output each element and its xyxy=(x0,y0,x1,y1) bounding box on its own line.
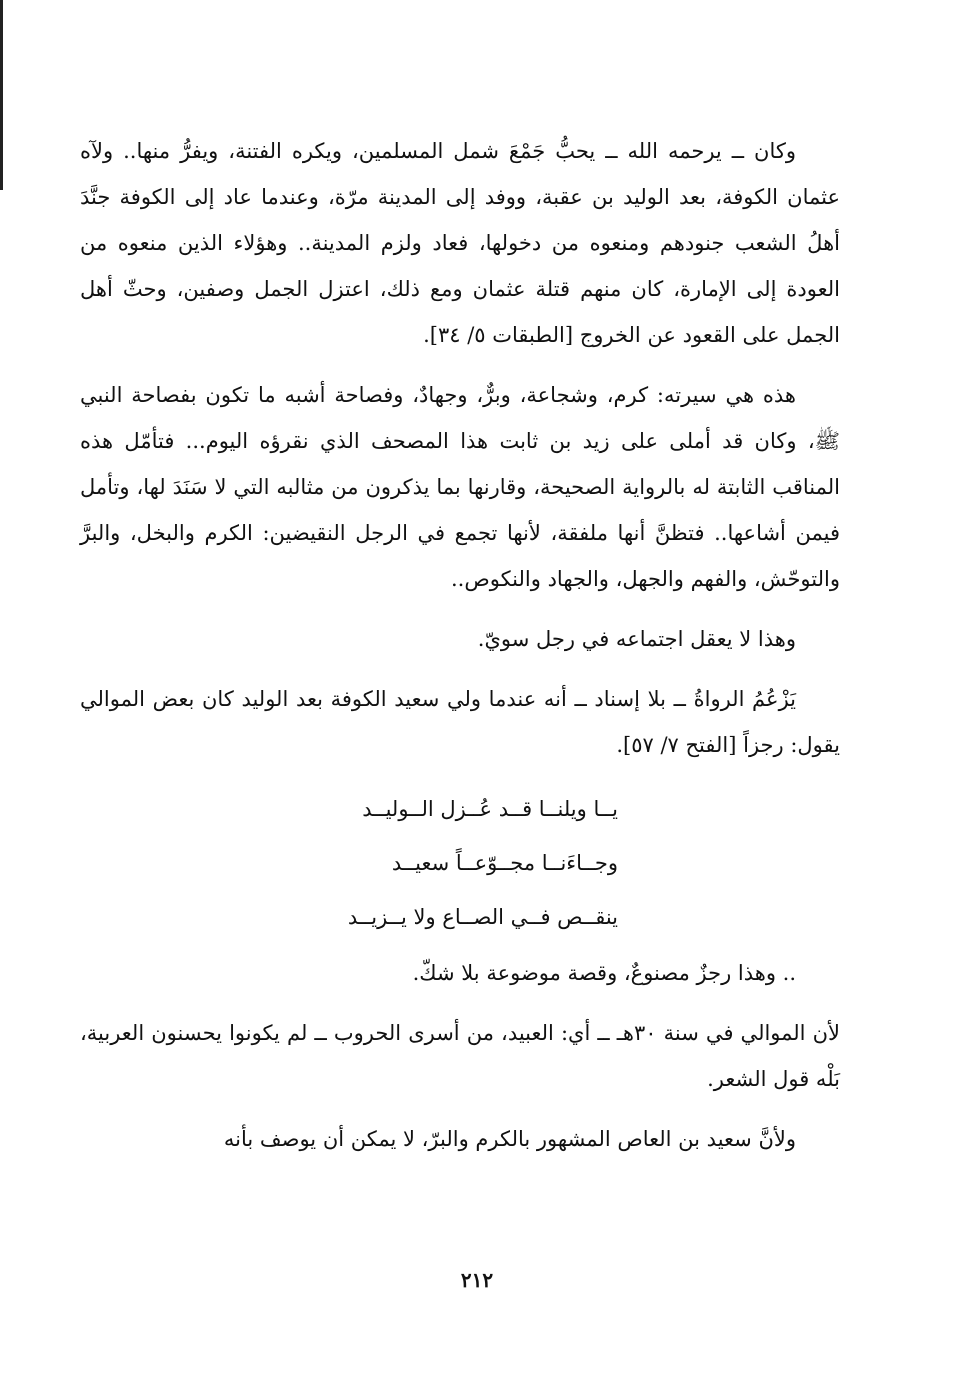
paragraph-7: ولأنَّ سعيد بن العاص المشهور بالكرم والبرّ، لا يمكن أن يوصف بأنه xyxy=(223,1127,796,1151)
paragraph-1: وكان ــ يرحمه الله ــ يحبُّ جَمْعَ شمل المسلمين، ويكره الفتنة، ويفرُّ منها.. ولآه عثمان الكوفة، بعد الوليد بن عقبة، ووفد إلى المدينة مرّة، وعندما عاد إلى الكوفة جنَّدَ أهلُ الشعب جنودهم ومنعوه من دخولها، فعاد ولزم المدينة.. وهؤلاء الذين منعوه من العودة إلى الإمارة، كان منهم قتلة عثمان ومع ذلك، اعتزل الجمل وصفين، وحثّ أهل الجمل على القعود عن الخروج [الطبقات ٥/ ٣٤]. xyxy=(80,139,840,347)
poem-verse-3: ينقــص فــي الصــاع ولا يــزيــد xyxy=(347,905,618,929)
paragraph-2: هذه هي سيرته: كرم، وشجاعة، وبرٌّ، وجهادٌ، وفصاحة أشبه ما تكون بفصاحة النبي ﷺ، وكان قد أملى على زيد بن ثابت هذا المصحف الذي نقرؤه اليوم... فتأمّل هذه المناقب الثابتة له بالرواية الصحيحة، وقارنها بما يذكرون من مثالبه التي لا سَنَدَ لها، وتأمل فيمن أشاعها.. فتظنَّ أنها ملفقة، لأنها تجمع في الرجل النقيضين: الكرم والبخل، والبرَّ والتوحّش، والفهم والجهل، والجهاد والنكوص.. xyxy=(80,383,840,591)
page-number: ٢١٢ xyxy=(460,1268,494,1292)
paragraph-6: لأن الموالي في سنة ٣٠هـ ــ أي: العبيد، من أسرى الحروب ــ لم يكونوا يحسنون العربية، بَلْه قول الشعر. xyxy=(80,1021,840,1091)
poem-verse-1: يــا ويلنــا قــد عُــزل الــوليــد xyxy=(362,797,618,821)
page-body xyxy=(80,128,840,1176)
paragraph-3: وهذا لا يعقل اجتماعه في رجل سويّ. xyxy=(477,627,796,651)
paragraph-5: .. وهذا رجزٌ مصنوعٌ، وقصة موضوعة بلا شكّ. xyxy=(412,961,796,985)
poem-verse-2: وجــاءَنــا مجــوّعــاً سعيــد xyxy=(391,851,618,875)
scan-edge-line xyxy=(0,0,3,190)
poem-block xyxy=(80,782,840,944)
paragraph-4: يَزْعُمُ الرواةُ ــ بلا إسناد ــ أنه عندما ولي سعيد الكوفة بعد الوليد كان بعض الموالي يقول: رجزاً [الفتح ٧/ ٥٧]. xyxy=(80,687,840,757)
